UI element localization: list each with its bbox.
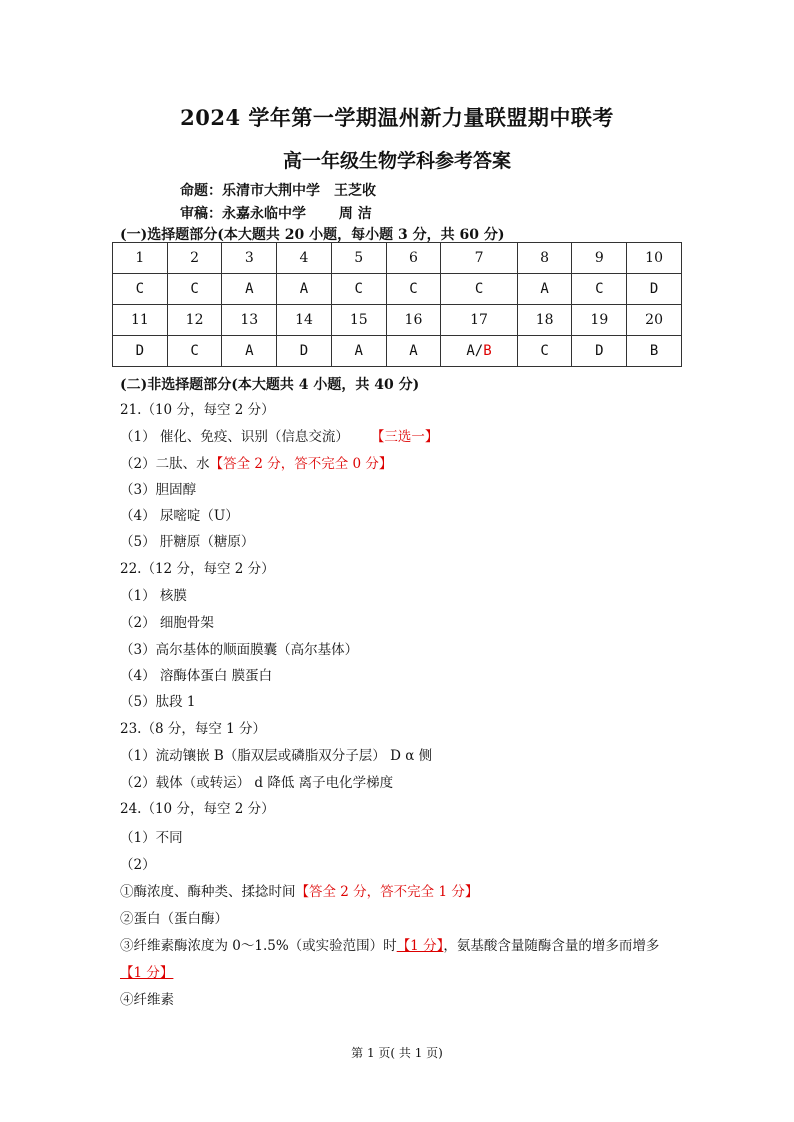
question-number: 13 bbox=[222, 305, 277, 336]
page-title: 2024 学年第一学期温州新力量联盟期中联考 bbox=[180, 105, 614, 130]
question-number: 6 bbox=[386, 243, 441, 274]
q24-heading: 24.（10 分，每空 2 分） bbox=[120, 801, 275, 817]
answer-cell: C bbox=[386, 274, 441, 305]
answer-cell: D bbox=[277, 336, 332, 367]
answer-cell: C bbox=[167, 336, 222, 367]
question-number: 9 bbox=[572, 243, 627, 274]
answer-cell: A bbox=[277, 274, 332, 305]
q21-line2-text: （2）二肽、水 bbox=[120, 456, 210, 472]
question-number: 14 bbox=[277, 305, 332, 336]
reviewer-line: 审稿：永嘉永临中学 周 洁 bbox=[180, 206, 372, 222]
q21-heading: 21.（10 分，每空 2 分） bbox=[120, 402, 275, 418]
question-number: 8 bbox=[517, 243, 572, 274]
answer-cell: D bbox=[627, 274, 682, 305]
q24-line3-text: ①酶浓度、酶种类、揉捻时间 bbox=[120, 884, 296, 900]
q24-line5-note-b: 【1 分】 bbox=[120, 965, 174, 981]
q24-line3 bbox=[120, 880, 478, 900]
q21-line1 bbox=[120, 425, 438, 445]
question-number: 12 bbox=[167, 305, 222, 336]
q24-line5 bbox=[120, 934, 659, 954]
answer-cell: C bbox=[517, 336, 572, 367]
answer-cell: A bbox=[331, 336, 386, 367]
question-number: 10 bbox=[627, 243, 682, 274]
answer-cell: D bbox=[113, 336, 168, 367]
q24-line5-text-b: ，氨基酸含量随酶含量的增多而增多 bbox=[443, 938, 660, 954]
answer-cell: A bbox=[222, 336, 277, 367]
answer-q17-main: A/ bbox=[466, 343, 484, 359]
q21-line2 bbox=[120, 452, 392, 472]
q22-line1: （1） 核膜 bbox=[120, 588, 187, 604]
question-number: 5 bbox=[331, 243, 386, 274]
q21-line1-note: 【三选一】 bbox=[370, 429, 439, 445]
answer-cell: A bbox=[517, 274, 572, 305]
q21-line2-note: 【答全 2 分，答不完全 0 分】 bbox=[209, 456, 393, 472]
q22-heading: 22.（12 分，每空 2 分） bbox=[120, 561, 275, 577]
author-line: 命题：乐清市大荆中学 王芝收 bbox=[180, 183, 376, 199]
q23-line2: （2）载体（或转运） d 降低 离子电化学梯度 bbox=[120, 775, 394, 791]
question-number: 4 bbox=[277, 243, 332, 274]
page-subtitle: 高一年级生物学科参考答案 bbox=[282, 150, 511, 172]
answer-cell: C bbox=[572, 274, 627, 305]
answer-cell: B bbox=[627, 336, 682, 367]
section2-heading: (二)非选择题部分(本大题共 4 小题，共 40 分) bbox=[120, 377, 420, 393]
question-number: 16 bbox=[386, 305, 441, 336]
q24-line4: ②蛋白（蛋白酶） bbox=[120, 911, 228, 927]
section1-heading: (一)选择题部分(本大题共 20 小题，每小题 3 分，共 60 分) bbox=[120, 227, 505, 243]
q24-line5-continued bbox=[120, 961, 173, 981]
q21-line5: （5） 肝糖原（糖原） bbox=[120, 534, 255, 550]
question-number: 18 bbox=[517, 305, 572, 336]
answer-cell: A bbox=[222, 274, 277, 305]
answer-cell: A bbox=[386, 336, 441, 367]
q24-line5-text-a: ③纤维素酶浓度为 0～1.5%（或实验范围）时 bbox=[120, 938, 397, 954]
q21-line3: （3）胆固醇 bbox=[120, 482, 197, 498]
answer-table bbox=[112, 242, 682, 367]
question-number: 19 bbox=[572, 305, 627, 336]
answer-cell: D bbox=[572, 336, 627, 367]
answer-q17-alt: B bbox=[483, 343, 492, 359]
answer-cell: C bbox=[331, 274, 386, 305]
q23-line1: （1）流动镶嵌 B（脂双层或磷脂双分子层） D α 侧 bbox=[120, 748, 433, 764]
answer-cell-q17 bbox=[441, 336, 517, 367]
q24-line3-note: 【答全 2 分，答不完全 1 分】 bbox=[295, 884, 479, 900]
q22-line3: （3）高尔基体的顺面膜囊（高尔基体） bbox=[120, 642, 359, 658]
q22-line4: （4） 溶酶体蛋白 膜蛋白 bbox=[120, 668, 273, 684]
answer-cell: C bbox=[441, 274, 517, 305]
table-row bbox=[113, 305, 682, 336]
question-number: 7 bbox=[441, 243, 517, 274]
question-number: 17 bbox=[441, 305, 517, 336]
table-row bbox=[113, 336, 682, 367]
q23-heading: 23.（8 分，每空 1 分） bbox=[120, 721, 267, 737]
answer-cell: C bbox=[167, 274, 222, 305]
question-number: 20 bbox=[627, 305, 682, 336]
table-row bbox=[113, 274, 682, 305]
question-number: 11 bbox=[113, 305, 168, 336]
question-number: 15 bbox=[331, 305, 386, 336]
answer-cell: C bbox=[113, 274, 168, 305]
q24-line6: ④纤维素 bbox=[120, 992, 174, 1008]
q24-line1: （1）不同 bbox=[120, 830, 183, 846]
q22-line5: （5）肽段 1 bbox=[120, 694, 196, 710]
page-footer: 第 1 页( 共 1 页) bbox=[351, 1046, 443, 1060]
q22-line2: （2） 细胞骨架 bbox=[120, 615, 214, 631]
q24-line2: （2） bbox=[120, 857, 156, 873]
q24-line5-note-a: 【1 分】 bbox=[396, 938, 444, 954]
q21-line4: （4） 尿嘧啶（U） bbox=[120, 508, 239, 524]
question-number: 1 bbox=[113, 243, 168, 274]
table-row bbox=[113, 243, 682, 274]
question-number: 2 bbox=[167, 243, 222, 274]
question-number: 3 bbox=[222, 243, 277, 274]
q21-line1-text: （1） 催化、免疫、识别（信息交流） bbox=[120, 429, 349, 445]
